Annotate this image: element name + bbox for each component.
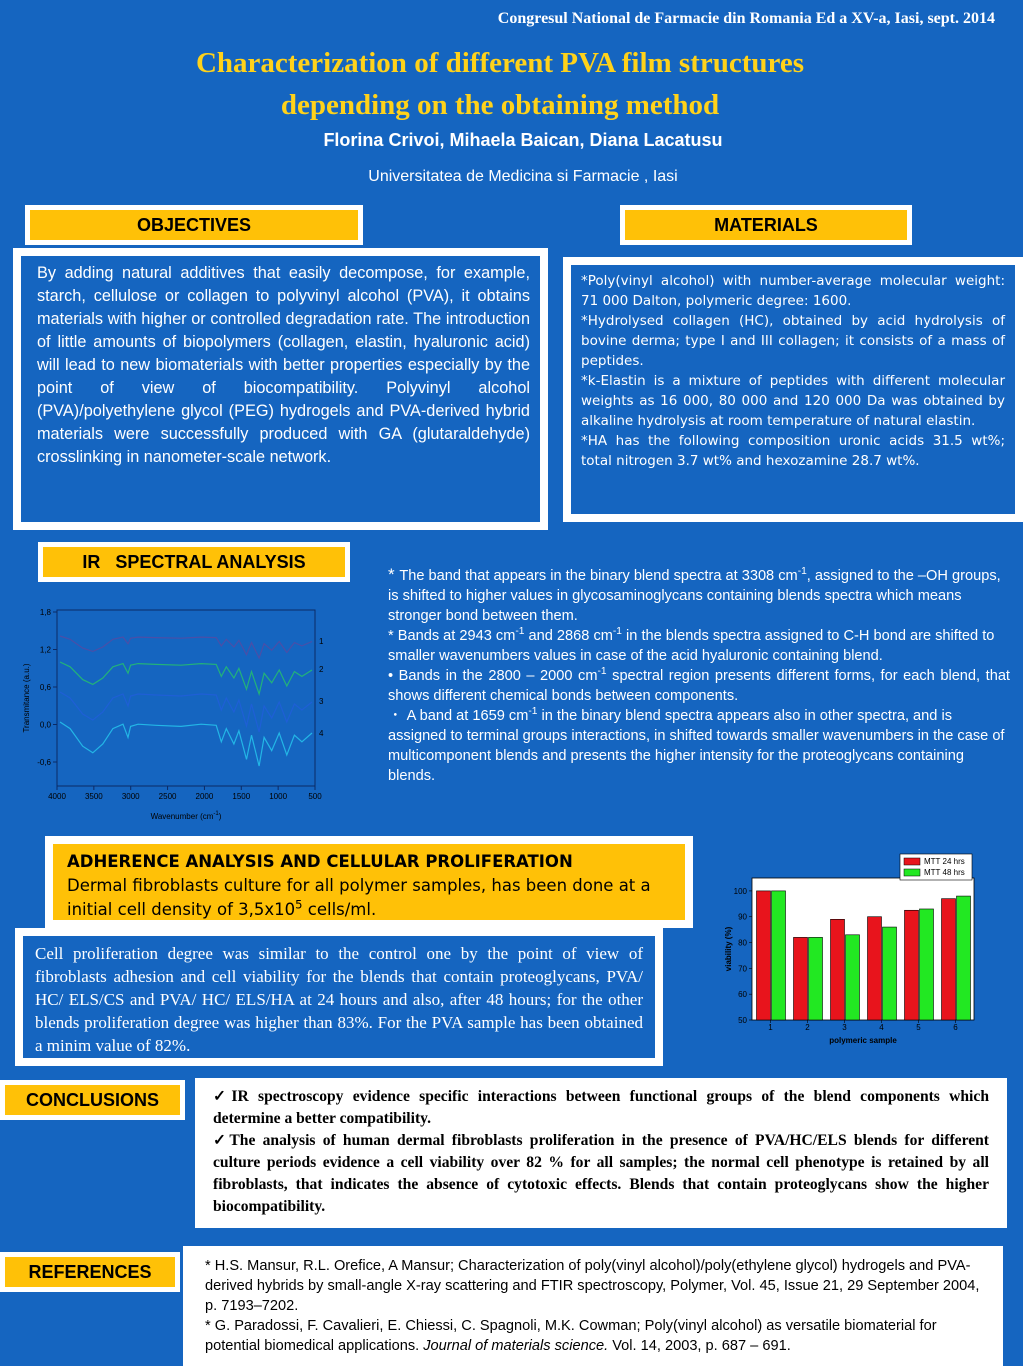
viability-legend-swatch <box>904 858 920 865</box>
viability-y-tick-label: 70 <box>738 964 747 974</box>
ir-y-tick-label: 0,0 <box>39 720 51 730</box>
references-text <box>183 1246 1003 1356</box>
ir-series-label: 4 <box>319 729 324 738</box>
adherence-text: Dermal fibroblasts culture for all polymer samples, has been done at a initial cell density of $3,5x10^5$ cells/ml. <box>67 876 651 919</box>
authors: Florina Crivoi, Mihaela Baican, Diana Lacatusu <box>323 130 723 150</box>
conference-name: Congresul National de Farmacie din Romania Ed a XV-a, Iasi, sept. 2014 <box>497 10 995 27</box>
ir-label: IR SPECTRAL ANALYSIS <box>43 547 345 577</box>
ir-point-3: • Bands in the 2800 – 2000 $cm^{-1}$ spectral region presents different forms, for each blend, that shows different chemical bonds between components. <box>388 666 1010 704</box>
ir-x-tick-label: 3000 <box>121 792 140 801</box>
viability-y-tick-label: 60 <box>738 990 747 1000</box>
viability-x-tick-label: 2 <box>805 1023 810 1032</box>
ir-x-tick-label: 1000 <box>269 792 288 801</box>
cell-proliferation-box <box>15 928 663 1066</box>
materials-label-frame <box>620 205 912 245</box>
objectives-text: By adding natural additives that easily decompose, for example, starch, cellulose or collagen to polyvinyl alcohol (PVA), it obtains materials with higher or controlled degradation rate. The introduction of little amounts of biopolymers (collagen, elastin, hyaluronic acid) will lead to new biomaterials with better properties especially by the point of view of biocompatibility. Polyvinyl alcohol (PVA)/polyethylene glycol (PEG) hydrogels and PVA-derived hybrid materials were successfully produced with GA (glutaraldehyde) crosslinking in nanometer-scale network. <box>37 264 530 466</box>
references-label: REFERENCES <box>5 1257 175 1287</box>
ir-point-4: ・ A band at 1659 $cm^{-1}$ in the binary blend spectra appears also in other spectra, and is assigned to terminal groups interactions, in shifted towards smaller wavenumbers in the case of multicomponent blends and presents the higher intensity for the proteoglycans containing blends. <box>388 706 1005 784</box>
objectives-label-frame <box>25 205 363 245</box>
reference-1: * H.S. Mansur, R.L. Orefice, A Mansur; Characterization of poly(vinyl alcohol)/poly(ethylene glycol) hydrogels and PVA-derived hybrids by small-angle X-ray scattering and FTIR spectroscopy, Polymer, Vol. 45, Issue 21, 29 September 2004, p. 7193–7202. <box>205 1258 980 1314</box>
viability-bar <box>831 919 845 1020</box>
viability-legend <box>900 854 972 880</box>
ir-plot-area <box>57 610 315 786</box>
viability-bar <box>757 891 771 1020</box>
viability-bar <box>809 937 823 1020</box>
ir-y-tick-label: 1,8 <box>39 608 51 617</box>
viability-bar <box>883 927 897 1020</box>
materials-text <box>571 265 1015 471</box>
ir-y-tick-label: 1,2 <box>39 645 51 655</box>
viability-x-tick-label: 3 <box>842 1023 847 1032</box>
ir-point-1: * The band that appears in the binary blend spectra at 3308 $cm^{-1}$, assigned to the –OH groups, is shifted to higher values in glycosaminoglycans containing blends spectra which means stronger bond between them. <box>388 565 1001 624</box>
objectives-label: OBJECTIVES <box>30 210 358 240</box>
conclusions-box <box>195 1078 1007 1228</box>
reference-2: * G. Paradossi, F. Cavalieri, E. Chiessi, C. Spagnoli, M.K. Cowman; Poly(vinyl alcohol) as versatile biomaterial for potential biomedical applications. Journal of materials science. Vol. 14, 2003, p. 687 – 691. <box>205 1318 937 1354</box>
materials-item-pva: *Poly(vinyl alcohol) with number-average molecular weight: 71 000 Dalton, polymeric degree: 1600. <box>581 273 1005 309</box>
viability-x-tick-label: 1 <box>768 1023 773 1032</box>
materials-item-ha: *HA has the following composition uronic acids 31.5 wt%; total nitrogen 3.7 wt% and hexozamine 28.7 wt%. <box>581 433 1005 469</box>
ir-y-tick-label: -0,6 <box>37 758 51 767</box>
ir-x-axis-label-text: Wavenumber (cm <box>150 812 214 821</box>
viability-x-tick-label: 4 <box>879 1023 884 1032</box>
viability-y-tick-label: 100 <box>733 886 747 896</box>
ir-x-axis-label-end: ) <box>218 812 222 821</box>
viability-bar <box>868 917 882 1020</box>
cell-proliferation-text: Cell proliferation degree was similar to the control one by the point of view of fibroblasts adhesion and cell viability for the blends that contain proteoglycans, PVA/ HC/ ELS/CS and PVA/ HC/ ELS/HA at 24 hours and also, after 48 hours; for the other blends proliferation degree was higher than 83%. For the PVA sample has been obtained a minim value of 82%. <box>35 944 643 1055</box>
viability-bar <box>772 891 786 1020</box>
references-label-frame <box>0 1252 180 1292</box>
ir-label-frame <box>38 542 350 582</box>
viability-chart-panel <box>718 848 1008 1054</box>
viability-bar <box>905 910 919 1020</box>
viability-legend-label: MTT 48 hrs <box>924 868 965 877</box>
ir-series-label: 1 <box>319 637 324 646</box>
viability-bar <box>846 935 860 1020</box>
ir-x-axis-label-sup: -1 <box>213 811 219 817</box>
viability-bar <box>794 937 808 1020</box>
ir-series-label: 3 <box>319 697 324 706</box>
viability-x-tick-label: 6 <box>953 1023 958 1032</box>
viability-y-tick-label: 80 <box>738 938 747 948</box>
conclusions-text <box>195 1078 1007 1218</box>
ir-point-2: * Bands at 2943 $cm^{-1}$ and 2868 $cm^{-1}$ in the blends spectra assigned to C-H bond are shifted to smaller wavenumbers values in case of the acid hyaluronic containing blend. <box>388 626 995 664</box>
viability-bar <box>957 896 971 1020</box>
ir-y-axis-label: Transmitance (a.u.) <box>22 663 31 733</box>
viability-y-axis-label: viability (%) <box>724 926 733 972</box>
viability-x-tick-label: 5 <box>916 1023 921 1032</box>
materials-label: MATERIALS <box>625 210 907 240</box>
title-line-1: Characterization of different PVA film structures <box>195 47 805 79</box>
poster-title <box>0 42 1000 126</box>
viability-y-tick-label: 50 <box>738 1016 747 1025</box>
ir-x-tick-label: 2000 <box>195 792 214 801</box>
ir-series-label: 2 <box>319 665 324 674</box>
adherence-box <box>45 836 693 928</box>
ir-x-tick-label: 4000 <box>48 792 66 801</box>
viability-bar-chart <box>718 848 1008 1054</box>
ir-y-tick-label: 0,6 <box>39 683 51 692</box>
references-box <box>183 1246 1003 1366</box>
conclusions-label-frame <box>0 1080 185 1120</box>
viability-legend-label: MTT 24 hrs <box>924 857 965 866</box>
title-line-2: depending on the obtaining method <box>280 89 720 121</box>
ir-x-tick-label: 3500 <box>84 792 103 801</box>
viability-legend-swatch <box>904 869 920 876</box>
ir-chart-panel <box>15 598 360 830</box>
viability-bar <box>920 909 934 1020</box>
materials-box <box>563 257 1023 522</box>
ir-spectrum-chart <box>15 598 360 830</box>
conclusions-label: CONCLUSIONS <box>5 1085 180 1115</box>
ir-x-tick-label: 2500 <box>158 792 177 801</box>
conclusion-item-1: ✓IR spectroscopy evidence specific interactions between functional groups of the blend components which determine a better compatibility. <box>213 1088 989 1127</box>
objectives-box <box>13 248 548 530</box>
adherence-title: ADHERENCE ANALYSIS AND CELLULAR PROLIFERATION <box>67 852 573 871</box>
viability-x-axis-label: polymeric sample <box>829 1036 897 1045</box>
ir-x-tick-label: 500 <box>308 792 322 801</box>
ir-analysis-text <box>388 565 1010 786</box>
ir-x-tick-label: 1500 <box>232 792 251 801</box>
materials-item-collagen: *Hydrolysed collagen (HC), obtained by acid hydrolysis of bovine derma; type I and III collagen; it consists of a mass of peptides. <box>581 313 1005 369</box>
affiliation: Universitatea de Medicina si Farmacie , Iasi <box>368 168 678 185</box>
materials-item-elastin: *k-Elastin is a mixture of peptides with different molecular weights as 16 000, 80 000 and 120 000 Da was obtained by alkaline hydrolysis at room temperature of natural elastin. <box>581 373 1005 429</box>
conclusion-item-2: ✓The analysis of human dermal fibroblasts proliferation in the presence of PVA/HC/ELS blends for different culture periods evidence a cell viability over 82 % for all samples; the normal cell phenotype is retained by all fibroblasts, that indicates the absence of cytotoxic effects. Blends that contain proteoglycans show the higher biocompatibility. <box>213 1132 989 1215</box>
viability-y-tick-label: 90 <box>738 912 747 922</box>
viability-bar <box>942 899 956 1020</box>
ir-x-axis-label <box>151 811 222 821</box>
